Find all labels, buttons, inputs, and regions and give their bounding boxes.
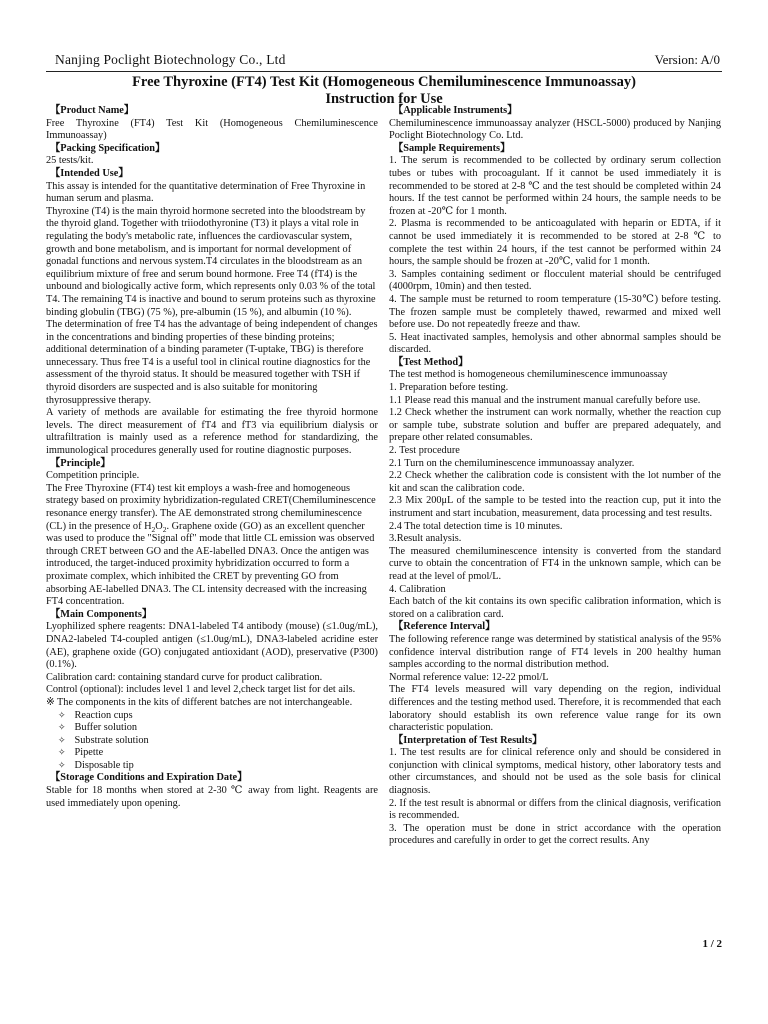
method-text: 1.1 Please read this manual and the instrument manual carefully before use. (389, 394, 701, 406)
section-heading-packing: 【Packing Specification】 (50, 142, 166, 154)
reference-value: Normal reference value: 12-22 pmol/L (389, 671, 549, 683)
method-text: 1. Preparation before testing. (389, 382, 509, 394)
section-heading-test-method: 【Test Method】 (393, 356, 469, 368)
principle-text-part: The Free Thyroxine (FT4) test kit employs a wash-free and homogeneous strategy based on proximity hybridization-regulated CRET(Chemiluminescence resonance energy transfer). The AE demonstrated strong chemiluminescence (CL) in the presence of H (46, 482, 376, 532)
principle-text-part: . Graphene oxide (GO) as an excellent quencher was used to produce the "Signal off" mode that little CL emission was observed through CRET between GO and the AE-labelled DNA3. Once the antigen was introduced, the target-induced proximity hybridization occurred to form a proximate complex, which inhibited the CRET by preventing GO from absorbing AE-labelled DNA3. The CL intensity decreased with the increasing FT4 concentration. (46, 520, 375, 608)
intended-use-paragraph: The determination of free T4 has the advantage of being independent of changes in the concentrations and binding properties of these binding proteins; additional determination of a binding parameter (T-uptake, TBG) is therefore unnecessary. Thus free T4 is a useful tool in clinical routine diagnostics for the assessment of the thyroid status. It should be measured together with TSH if thyroid disorders are suspected and is also suitable for monitoring thyrosuppressive therapy. (46, 319, 378, 406)
section-heading-main-components: 【Main Components】 (50, 608, 153, 620)
method-text: 2.2 Check whether the calibration code is consistent with the lot number of the kit and scan the calibration code. (389, 470, 721, 494)
storage-text: Stable for 18 months when stored at 2-30 ℃ away from light. Reagents are used immediately upon opening. (46, 785, 378, 809)
header-rule (46, 71, 722, 72)
method-text: 4. Calibration (389, 583, 446, 595)
components-paragraph: Control (optional): includes level 1 and level 2,check target list for det ails. (46, 684, 356, 696)
intended-use-paragraph: This assay is intended for the quantitative determination of Free Thyroxine in human serum and plasma. (46, 180, 366, 205)
sample-paragraph: 2. Plasma is recommended to be anticoagulated with heparin or EDTA, if it cannot be used immediately it is recommended to be stored at 2-8 ℃ to complete the test within 24 hours, if the test cannot be performed within 24 hours, the sample should be frozen at -20℃, valid for 1 month. (389, 218, 721, 268)
sample-paragraph: 1. The serum is recommended to be collected by ordinary serum collection tubes or tubes with procoagulant. If it cannot be used immediately it is recommended to be stored at 2-8 ℃ and the test should be completed within 24 hours. If the test cannot be performed within 24 hours, the sample needs to be frozen at -20℃ for 1 month. (389, 155, 721, 217)
components-paragraph: Lyophilized sphere reagents: DNA1-labeled T4 antibody (mouse) (≤1.0ug/mL), DNA2-labeled T4-coupled antigen (≤1.0ug/mL), DNA3-labeled acridine ester (AE), graphene oxide (GO) conjugated antioxidant (AOD), preservative (P300) (0.1%). (46, 621, 378, 671)
section-heading-principle: 【Principle】 (50, 457, 111, 469)
section-heading-intended-use: 【Intended Use】 (50, 167, 129, 179)
right-column (389, 105, 721, 848)
list-item: ✧ Substrate solution (58, 735, 378, 748)
components-paragraph: Calibration card: containing standard curve for product calibration. (46, 671, 323, 683)
sample-paragraph: 4. The sample must be returned to room temperature (15-30℃) before testing. The frozen sample must be completely thawed, rewarmed and mixed well before use. Do not repeatedly freeze and thaw. (389, 293, 721, 331)
method-text: 2. Test procedure (389, 445, 460, 457)
packing-text: 25 tests/kit. (46, 155, 94, 167)
section-heading-instruments: 【Applicable Instruments】 (393, 105, 518, 116)
list-item: ✧ Buffer solution (58, 722, 378, 735)
sample-paragraph: 3. Samples containing sediment or flocculent material should be centrifuged (4000rpm, 10min) and then tested. (389, 268, 721, 293)
list-item: ✧ Pipette (58, 747, 378, 760)
method-text: The test method is homogeneous chemiluminescence immunoassay (389, 369, 668, 381)
method-text: 1.2 Check whether the instrument can work normally, whether the reaction cup or sample tube, substrate solution and buffer are prepared adequately, and prepare other related consumables. (389, 407, 721, 444)
components-paragraph: ※ The components in the kits of different batches are not interchangeable. (46, 696, 353, 708)
interpretation-paragraph: 3. The operation must be done in strict accordance with the operation procedures and carefully in order to get the correct results. Any (389, 822, 721, 847)
method-text: 2.1 Turn on the chemiluminescence immunoassay analyzer. (389, 457, 635, 469)
intended-use-paragraph: Thyroxine (T4) is the main thyroid hormone secreted into the bloodstream by the thyroid gland. Together with triiodothyronine (T3) it plays a vital role in regulating the body's metabolic rate, influences the cardiovascular system, growth and bone metabolism, and is important for normal development of gonadal functions and nervous system.T4 circulates in the bloodstream as an equilibrium mixture of free and serum bound hormone. Free T4 (fT4) is the unbound and biologically active form, which represents only 0.03 % of the total T4. The remaining T4 is inactive and bound to serum proteins such as thyroxine binding globulin (TBG) (75 %), pre-albumin (15 %), and albumin (10 %). (46, 205, 376, 318)
method-text: 2.4 The total detection time is 10 minutes. (389, 520, 563, 532)
reference-paragraph: The following reference range was determined by statistical analysis of the 95% confidence interval distribution range of FT4 levels in 200 healthy human samples according to the normal distribution method. (389, 633, 721, 671)
method-text: 2.3 Mix 200μL of the sample to be tested into the reaction cup, put it into the instrument and start incubation, measurement, data processing and test results. (389, 495, 721, 519)
section-heading-reference-interval: 【Reference Interval】 (393, 621, 496, 633)
method-text: The measured chemiluminescence intensity is converted from the standard curve to obtain the concentration of FT4 in the unknown sample, which can be read at the level of pmol/L. (389, 545, 721, 582)
sample-paragraph: 5. Heat inactivated samples, hemolysis and other abnormal samples should be discarded. (389, 331, 721, 356)
reference-paragraph: The FT4 levels measured will vary depending on the region, individual differences and the testing method used. Therefore, it is recommended that each laboratory should establish its own reference value range for its own characteristic population. (389, 684, 721, 734)
section-heading-storage: 【Storage Conditions and Expiration Date】 (50, 772, 248, 784)
section-heading-interpretation: 【Interpretation of Test Results】 (393, 734, 543, 746)
document-title: Free Thyroxine (FT4) Test Kit (Homogeneous Chemiluminescence Immunoassay) (132, 74, 636, 90)
page-number: 1 / 2 (702, 938, 722, 950)
method-text: 3.Result analysis. (389, 533, 462, 545)
method-text: Each batch of the kit contains its own specific calibration information, which is stored on a calibration card. (389, 596, 721, 620)
section-heading-sample-requirements: 【Sample Requirements】 (393, 142, 511, 154)
product-name-text: Free Thyroxine (FT4) Test Kit (Homogeneous Chemiluminescence Immunoassay) (46, 117, 378, 142)
principle-text: Competition principle. (46, 470, 140, 482)
intended-use-paragraph: A variety of methods are available for estimating the free thyroid hormone levels. The direct measurement of fT4 and fT3 via equilibrium dialysis or ultrafiltration is mainly used as a reference method for standardizing, the immunological procedures generally used for routine diagnostic purposes. (46, 407, 378, 457)
company-name: Nanjing Poclight Biotechnology Co., Ltd (55, 52, 286, 67)
list-item: ✧ Reaction cups (58, 710, 378, 723)
section-heading-product-name: 【Product Name】 (50, 105, 135, 116)
interpretation-paragraph: 2. If the test result is abnormal or differs from the clinical diagnosis, verification is recommended. (389, 797, 721, 822)
instruments-text: Chemiluminescence immunoassay analyzer (HSCL-5000) produced by Nanjing Poclight Biotechnology Co. Ltd. (389, 117, 721, 142)
subscript: 2 (151, 524, 156, 534)
principle-paragraph (46, 483, 378, 609)
left-column (46, 105, 378, 810)
interpretation-paragraph: 1. The test results are for clinical reference only and should be considered in conjunction with clinical symptoms, medical history, other laboratory tests and other circumstances, and should not be used as the sole basis for clinical diagnosis. (389, 747, 721, 797)
version-label: Version: A/0 (654, 52, 720, 67)
list-item: ✧ Disposable tip (58, 760, 378, 773)
oxygen-symbol: O (155, 520, 163, 532)
subscript: 2 (162, 524, 167, 534)
accessory-list (46, 710, 378, 773)
document-subtitle: Instruction for Use (325, 91, 443, 107)
